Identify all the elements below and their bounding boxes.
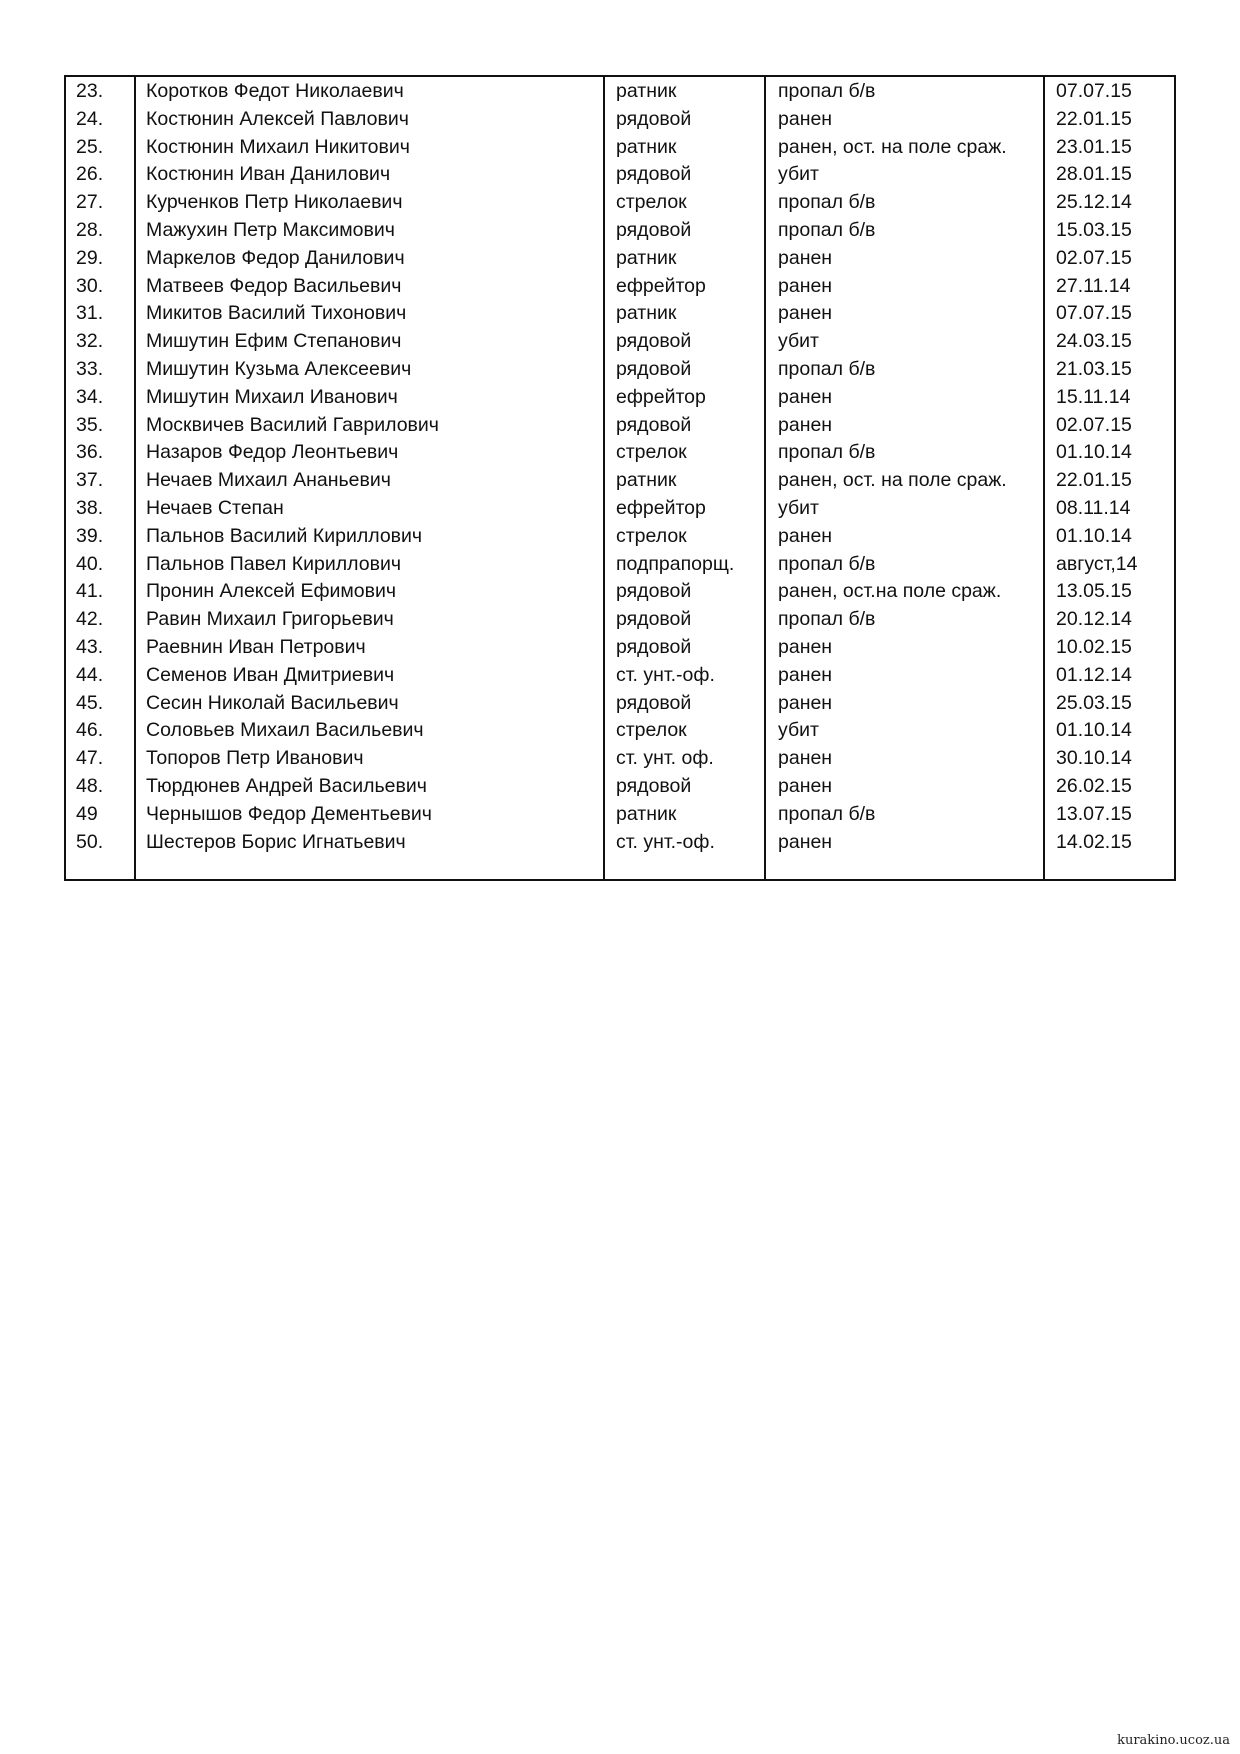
table-row — [66, 356, 1174, 384]
table-row — [66, 578, 1174, 606]
row-number: 49 — [76, 802, 98, 825]
casualty-date: 30.10.14 — [1056, 747, 1132, 770]
person-name: Сесин Николай Васильевич — [146, 691, 399, 714]
military-rank: рядовой — [616, 218, 692, 241]
military-rank: ратник — [616, 802, 677, 825]
person-name: Мишутин Михаил Иванович — [146, 385, 398, 408]
casualty-date: 07.07.15 — [1056, 80, 1132, 102]
table-row — [66, 523, 1174, 551]
military-rank: рядовой — [616, 635, 692, 658]
casualty-date: 20.12.14 — [1056, 608, 1132, 631]
military-rank: ратник — [616, 469, 677, 492]
military-rank: ратник — [616, 80, 677, 102]
row-number: 24. — [76, 107, 104, 130]
casualty-status: пропал б/в — [778, 80, 876, 102]
table-row — [66, 78, 1174, 106]
person-name: Семенов Иван Дмитриевич — [146, 663, 395, 686]
table-row — [66, 801, 1174, 829]
casualty-status: убит — [778, 496, 819, 519]
casualty-status: пропал б/в — [778, 802, 876, 825]
row-number: 35. — [76, 413, 104, 436]
casualty-date: 10.02.15 — [1056, 635, 1132, 658]
table-row — [66, 161, 1174, 189]
military-rank: рядовой — [616, 774, 692, 797]
row-number: 25. — [76, 135, 104, 158]
military-rank: стрелок — [616, 191, 687, 214]
person-name: Микитов Василий Тихонович — [146, 302, 407, 325]
casualty-date: 01.10.14 — [1056, 719, 1132, 742]
casualty-date: 02.07.15 — [1056, 413, 1132, 436]
table-row — [66, 717, 1174, 745]
person-name: Мишутин Ефим Степанович — [146, 330, 402, 353]
person-name: Пальнов Василий Кириллович — [146, 524, 423, 547]
casualty-status: убит — [778, 330, 819, 353]
military-rank: ратник — [616, 135, 677, 158]
military-rank: ратник — [616, 246, 677, 269]
person-name: Раевнин Иван Петрович — [146, 635, 366, 658]
table-row — [66, 384, 1174, 412]
casualty-status: пропал б/в — [778, 608, 876, 631]
military-rank: ст. унт.-оф. — [616, 663, 715, 686]
person-name: Соловьев Михаил Васильевич — [146, 719, 424, 742]
military-rank: стрелок — [616, 524, 687, 547]
table-row — [66, 328, 1174, 356]
person-name: Москвичев Василий Гаврилович — [146, 413, 439, 436]
casualty-date: 24.03.15 — [1056, 330, 1132, 353]
casualty-date: 01.10.14 — [1056, 524, 1132, 547]
military-rank: стрелок — [616, 719, 687, 742]
row-number: 26. — [76, 163, 104, 186]
table-row — [66, 300, 1174, 328]
table-row — [66, 217, 1174, 245]
person-name: Мажухин Петр Максимович — [146, 218, 395, 241]
casualty-date: 23.01.15 — [1056, 135, 1132, 158]
table-row — [66, 106, 1174, 134]
military-rank: рядовой — [616, 357, 692, 380]
casualty-table — [64, 75, 1176, 881]
military-rank: стрелок — [616, 441, 687, 464]
person-name: Топоров Петр Иванович — [146, 747, 364, 770]
person-name: Назаров Федор Леонтьевич — [146, 441, 399, 464]
table-row — [66, 439, 1174, 467]
casualty-status: ранен, ост. на поле сраж. — [778, 469, 1007, 492]
person-name: Пронин Алексей Ефимович — [146, 580, 397, 603]
person-name: Чернышов Федор Дементьевич — [146, 802, 432, 825]
table-row — [66, 273, 1174, 301]
military-rank: рядовой — [616, 580, 692, 603]
table-row — [66, 634, 1174, 662]
casualty-status: ранен — [778, 774, 833, 797]
person-name: Шестеров Борис Игнатьевич — [146, 830, 406, 853]
casualty-date: 25.03.15 — [1056, 691, 1132, 714]
table-row — [66, 412, 1174, 440]
table-row — [66, 829, 1174, 857]
person-name: Костюнин Михаил Никитович — [146, 135, 410, 158]
casualty-status: ранен — [778, 413, 833, 436]
row-number: 39. — [76, 524, 104, 547]
row-number: 36. — [76, 441, 104, 464]
casualty-status: убит — [778, 163, 819, 186]
table-row — [66, 245, 1174, 273]
row-number: 27. — [76, 191, 104, 214]
row-number: 29. — [76, 246, 104, 269]
casualty-date: 22.01.15 — [1056, 469, 1132, 492]
casualty-status: ранен — [778, 246, 833, 269]
casualty-date: 22.01.15 — [1056, 107, 1132, 130]
casualty-status: ранен — [778, 385, 833, 408]
row-number: 47. — [76, 747, 104, 770]
row-number: 34. — [76, 385, 104, 408]
person-name: Курченков Петр Николаевич — [146, 191, 403, 214]
casualty-date: 13.07.15 — [1056, 802, 1132, 825]
casualty-date: 07.07.15 — [1056, 302, 1132, 325]
row-number: 43. — [76, 635, 104, 658]
person-name: Пальнов Павел Кириллович — [146, 552, 402, 575]
person-name: Костюнин Иван Данилович — [146, 163, 391, 186]
table-row — [66, 551, 1174, 579]
casualty-date: 26.02.15 — [1056, 774, 1132, 797]
row-number: 46. — [76, 719, 104, 742]
row-number: 38. — [76, 496, 104, 519]
casualty-status: ранен, ост. на поле сраж. — [778, 135, 1007, 158]
military-rank: ст. унт.-оф. — [616, 830, 715, 853]
casualty-date: 08.11.14 — [1056, 496, 1131, 519]
row-number: 40. — [76, 552, 104, 575]
table-row — [66, 495, 1174, 523]
row-number: 50. — [76, 830, 104, 853]
casualty-status: пропал б/в — [778, 357, 876, 380]
table-row — [66, 134, 1174, 162]
casualty-status: ранен — [778, 107, 833, 130]
military-rank: подпрапорщ. — [616, 552, 735, 575]
casualty-status: пропал б/в — [778, 552, 876, 575]
table-row — [66, 662, 1174, 690]
row-number: 23. — [76, 80, 104, 102]
casualty-status: ранен — [778, 663, 833, 686]
military-rank: ефрейтор — [616, 274, 706, 297]
casualty-date: август,14 — [1056, 552, 1138, 575]
military-rank: рядовой — [616, 163, 692, 186]
military-rank: рядовой — [616, 330, 692, 353]
table-row — [66, 467, 1174, 495]
casualty-date: 02.07.15 — [1056, 246, 1132, 269]
row-number: 28. — [76, 218, 104, 241]
row-number: 33. — [76, 357, 104, 380]
person-name: Маркелов Федор Данилович — [146, 246, 405, 269]
casualty-status: ранен, ост.на поле сраж. — [778, 580, 1002, 603]
military-rank: ефрейтор — [616, 496, 706, 519]
casualty-status: пропал б/в — [778, 191, 876, 214]
person-name: Матвеев Федор Васильевич — [146, 274, 402, 297]
person-name: Тюрдюнев Андрей Васильевич — [146, 774, 427, 797]
casualty-status: ранен — [778, 524, 833, 547]
casualty-status: убит — [778, 719, 819, 742]
casualty-date: 28.01.15 — [1056, 163, 1132, 186]
military-rank: ст. унт. оф. — [616, 747, 714, 770]
casualty-status: ранен — [778, 302, 833, 325]
casualty-status: ранен — [778, 747, 833, 770]
casualty-status: ранен — [778, 830, 833, 853]
casualty-status: пропал б/в — [778, 441, 876, 464]
casualty-status: ранен — [778, 274, 833, 297]
table-row — [66, 606, 1174, 634]
table-row — [66, 773, 1174, 801]
person-name: Равин Михаил Григорьевич — [146, 608, 394, 631]
table-row — [66, 189, 1174, 217]
person-name: Нечаев Степан — [146, 496, 284, 519]
table-body — [66, 78, 1174, 856]
row-number: 48. — [76, 774, 104, 797]
military-rank: рядовой — [616, 413, 692, 436]
casualty-date: 27.11.14 — [1056, 274, 1131, 297]
casualty-date: 15.03.15 — [1056, 218, 1132, 241]
casualty-status: ранен — [778, 691, 833, 714]
row-number: 42. — [76, 608, 104, 631]
row-number: 31. — [76, 302, 104, 325]
table-row — [66, 690, 1174, 718]
row-number: 41. — [76, 580, 104, 603]
row-number: 44. — [76, 663, 104, 686]
casualty-status: ранен — [778, 635, 833, 658]
military-rank: рядовой — [616, 691, 692, 714]
person-name: Нечаев Михаил Ананьевич — [146, 469, 391, 492]
casualty-date: 15.11.14 — [1056, 385, 1131, 408]
row-number: 30. — [76, 274, 104, 297]
military-rank: ефрейтор — [616, 385, 706, 408]
row-number: 32. — [76, 330, 104, 353]
watermark: kurakino.ucoz.ua — [1117, 1733, 1230, 1748]
military-rank: рядовой — [616, 608, 692, 631]
casualty-date: 13.05.15 — [1056, 580, 1132, 603]
person-name: Костюнин Алексей Павлович — [146, 107, 409, 130]
person-name: Коротков Федот Николаевич — [146, 80, 404, 102]
casualty-date: 01.10.14 — [1056, 441, 1132, 464]
military-rank: рядовой — [616, 107, 692, 130]
casualty-date: 01.12.14 — [1056, 663, 1132, 686]
person-name: Мишутин Кузьма Алексеевич — [146, 357, 412, 380]
casualty-status: пропал б/в — [778, 218, 876, 241]
table-row — [66, 745, 1174, 773]
casualty-date: 14.02.15 — [1056, 830, 1132, 853]
row-number: 37. — [76, 469, 104, 492]
casualty-date: 21.03.15 — [1056, 357, 1132, 380]
casualty-date: 25.12.14 — [1056, 191, 1132, 214]
row-number: 45. — [76, 691, 104, 714]
military-rank: ратник — [616, 302, 677, 325]
